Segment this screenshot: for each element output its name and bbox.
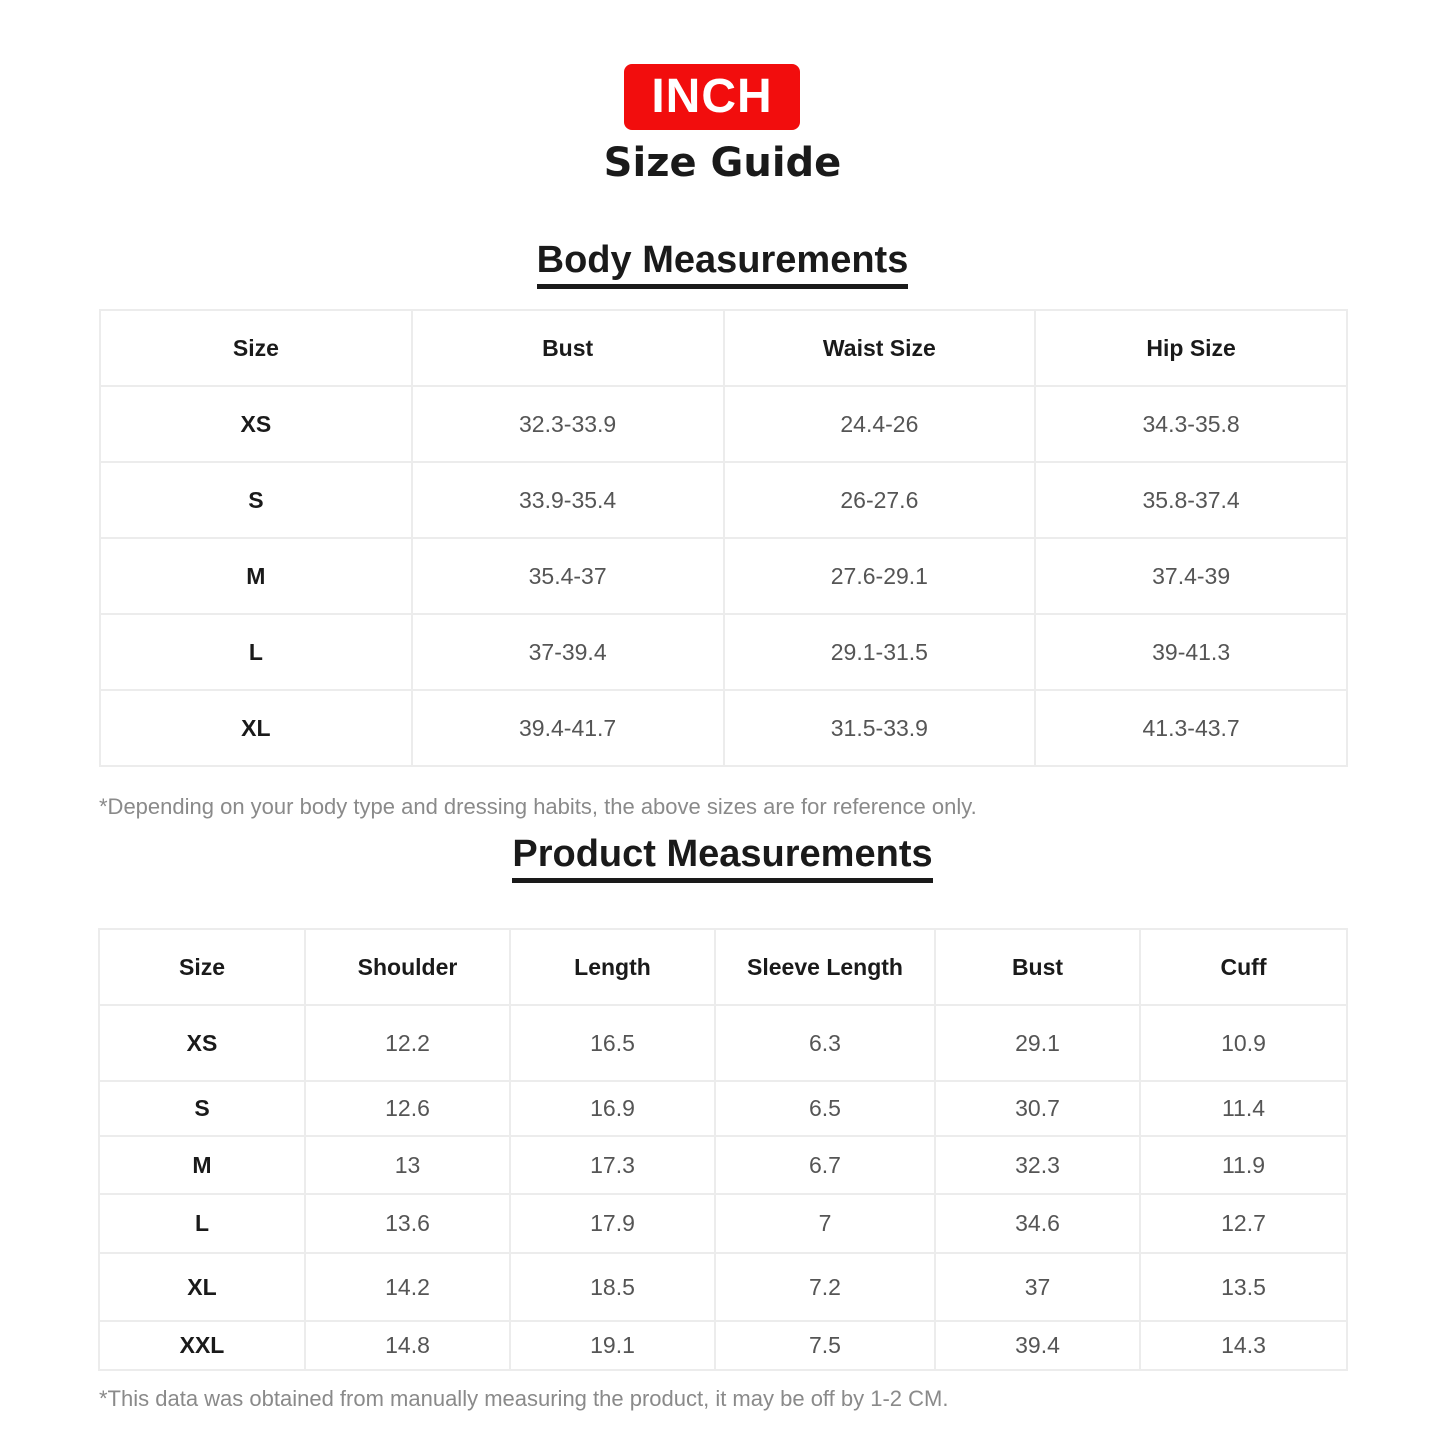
table-cell: 35.4-37 <box>412 538 724 614</box>
table-row <box>100 614 1347 690</box>
table-cell: 19.1 <box>510 1321 715 1370</box>
table-cell: 24.4-26 <box>724 386 1036 462</box>
table-cell: 14.2 <box>305 1253 510 1321</box>
product-measurements-title: Product Measurements <box>512 832 932 883</box>
table-cell: 14.8 <box>305 1321 510 1370</box>
column-header: Size <box>100 310 412 386</box>
table-cell: 13.6 <box>305 1194 510 1253</box>
table-cell: 27.6-29.1 <box>724 538 1036 614</box>
table-cell: 32.3 <box>935 1136 1140 1194</box>
size-cell: L <box>99 1194 305 1253</box>
table-cell: 41.3-43.7 <box>1035 690 1347 766</box>
size-cell: S <box>100 462 412 538</box>
table-cell: 37-39.4 <box>412 614 724 690</box>
product-measurements-heading <box>0 832 1445 883</box>
table-cell: 16.5 <box>510 1005 715 1081</box>
body-measurements-table <box>99 309 1348 767</box>
table-cell: 31.5-33.9 <box>724 690 1036 766</box>
table-cell: 37.4-39 <box>1035 538 1347 614</box>
size-cell: XXL <box>99 1321 305 1370</box>
table-row <box>99 1253 1347 1321</box>
table-cell: 34.6 <box>935 1194 1140 1253</box>
table-cell: 29.1 <box>935 1005 1140 1081</box>
page-title: Size Guide <box>603 140 842 186</box>
table-cell: 34.3-35.8 <box>1035 386 1347 462</box>
table-cell: 13.5 <box>1140 1253 1347 1321</box>
table-cell: 6.7 <box>715 1136 935 1194</box>
size-cell: XS <box>99 1005 305 1081</box>
size-cell: S <box>99 1081 305 1136</box>
table-cell: 11.9 <box>1140 1136 1347 1194</box>
column-header: Hip Size <box>1035 310 1347 386</box>
table-cell: 35.8-37.4 <box>1035 462 1347 538</box>
table-header-row <box>100 310 1347 386</box>
size-cell: XS <box>100 386 412 462</box>
size-cell: XL <box>99 1253 305 1321</box>
table-cell: 6.3 <box>715 1005 935 1081</box>
column-header: Size <box>99 929 305 1005</box>
table-cell: 37 <box>935 1253 1140 1321</box>
table-row <box>99 1081 1347 1136</box>
table-row <box>99 1194 1347 1253</box>
table-cell: 7.2 <box>715 1253 935 1321</box>
table-row <box>100 538 1347 614</box>
body-measurements-heading <box>0 238 1445 289</box>
size-cell: L <box>100 614 412 690</box>
table-cell: 18.5 <box>510 1253 715 1321</box>
column-header: Bust <box>412 310 724 386</box>
table-cell: 26-27.6 <box>724 462 1036 538</box>
column-header: Bust <box>935 929 1140 1005</box>
product-measurements-table <box>98 928 1348 1371</box>
table-cell: 39.4-41.7 <box>412 690 724 766</box>
table-cell: 13 <box>305 1136 510 1194</box>
table-cell: 6.5 <box>715 1081 935 1136</box>
table-cell: 29.1-31.5 <box>724 614 1036 690</box>
column-header: Length <box>510 929 715 1005</box>
table-row <box>99 1136 1347 1194</box>
table-cell: 12.6 <box>305 1081 510 1136</box>
size-cell: M <box>100 538 412 614</box>
column-header: Waist Size <box>724 310 1036 386</box>
table-cell: 11.4 <box>1140 1081 1347 1136</box>
body-measurements-title: Body Measurements <box>537 238 909 289</box>
table-row <box>100 462 1347 538</box>
table-header-row <box>99 929 1347 1005</box>
size-cell: M <box>99 1136 305 1194</box>
table-row <box>100 386 1347 462</box>
table-row <box>99 1321 1347 1370</box>
table-cell: 33.9-35.4 <box>412 462 724 538</box>
table-cell: 17.3 <box>510 1136 715 1194</box>
table-cell: 12.7 <box>1140 1194 1347 1253</box>
table-cell: 7 <box>715 1194 935 1253</box>
column-header: Cuff <box>1140 929 1347 1005</box>
product-measurements-note: *This data was obtained from manually measuring the product, it may be off by 1-2 CM. <box>99 1386 949 1411</box>
size-cell: XL <box>100 690 412 766</box>
column-header: Sleeve Length <box>715 929 935 1005</box>
body-measurements-note: *Depending on your body type and dressing habits, the above sizes are for reference only. <box>99 794 977 819</box>
table-cell: 16.9 <box>510 1081 715 1136</box>
table-cell: 30.7 <box>935 1081 1140 1136</box>
unit-badge: INCH <box>624 64 800 130</box>
table-cell: 32.3-33.9 <box>412 386 724 462</box>
table-cell: 14.3 <box>1140 1321 1347 1370</box>
table-cell: 10.9 <box>1140 1005 1347 1081</box>
table-cell: 39-41.3 <box>1035 614 1347 690</box>
table-cell: 39.4 <box>935 1321 1140 1370</box>
table-row <box>99 1005 1347 1081</box>
table-cell: 17.9 <box>510 1194 715 1253</box>
table-cell: 7.5 <box>715 1321 935 1370</box>
table-row <box>100 690 1347 766</box>
table-cell: 12.2 <box>305 1005 510 1081</box>
column-header: Shoulder <box>305 929 510 1005</box>
